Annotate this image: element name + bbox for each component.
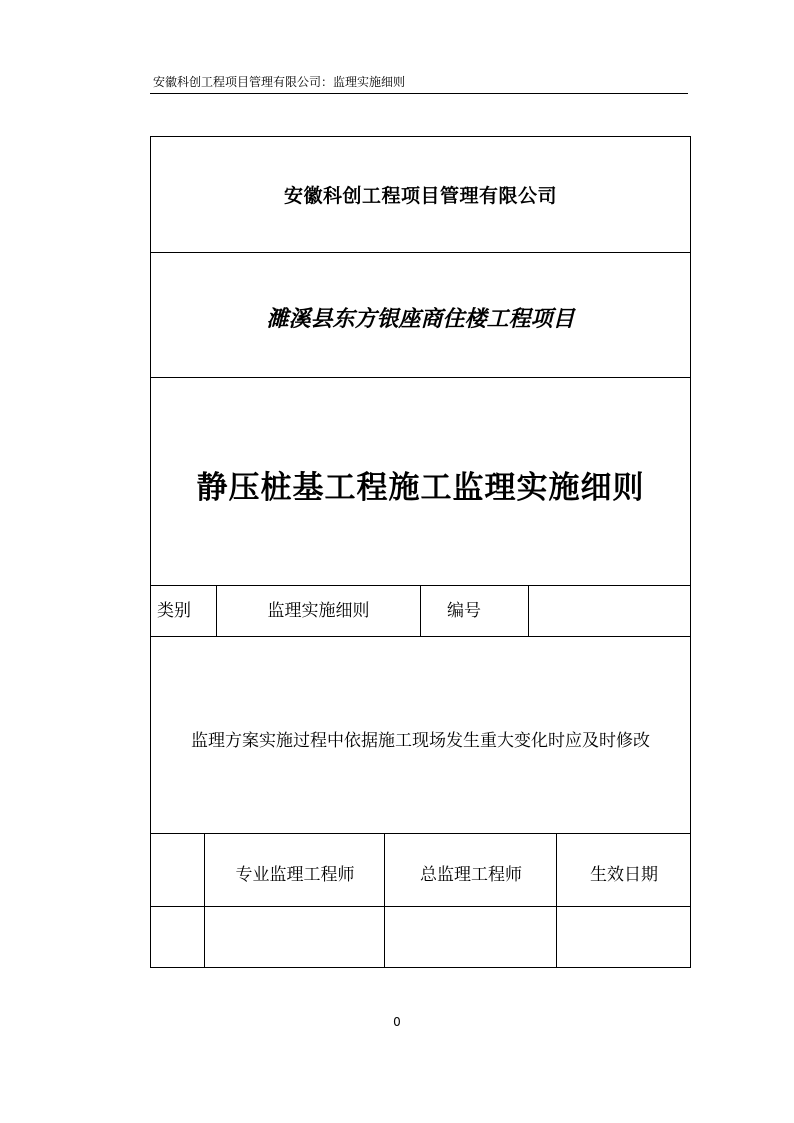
- row-divider-project: [150, 377, 691, 378]
- number-label: 编号: [447, 601, 481, 621]
- category-value: 监理实施细则: [267, 601, 370, 621]
- col-divider-signature-3: [556, 833, 557, 968]
- row-divider-note: [150, 833, 691, 834]
- row-divider-category: [150, 636, 691, 637]
- col-divider-category-2: [420, 585, 421, 636]
- row-divider-signature-header: [150, 906, 691, 907]
- col-divider-signature-2: [384, 833, 385, 968]
- professional-engineer-header: 专业监理工程师: [235, 865, 355, 885]
- chief-engineer-header: 总监理工程师: [420, 865, 522, 885]
- effective-date-header: 生效日期: [590, 865, 658, 885]
- project-name: 濉溪县东方银座商住楼工程项目: [266, 306, 575, 332]
- col-divider-signature-1: [204, 833, 205, 968]
- page-number: 0: [393, 1015, 401, 1029]
- col-divider-category-3: [528, 585, 529, 636]
- company-name: 安徽科创工程项目管理有限公司: [283, 185, 557, 207]
- document-title: 静压桩基工程施工监理实施细则: [196, 470, 645, 506]
- header-rule: [150, 93, 688, 94]
- cover-table: [150, 136, 691, 968]
- category-label: 类别: [157, 601, 191, 621]
- running-header: 安徽科创工程项目管理有限公司：监理实施细则: [153, 75, 406, 89]
- revision-note: 监理方案实施过程中依据施工现场发生重大变化时应及时修改: [191, 731, 650, 751]
- row-divider-company: [150, 252, 691, 253]
